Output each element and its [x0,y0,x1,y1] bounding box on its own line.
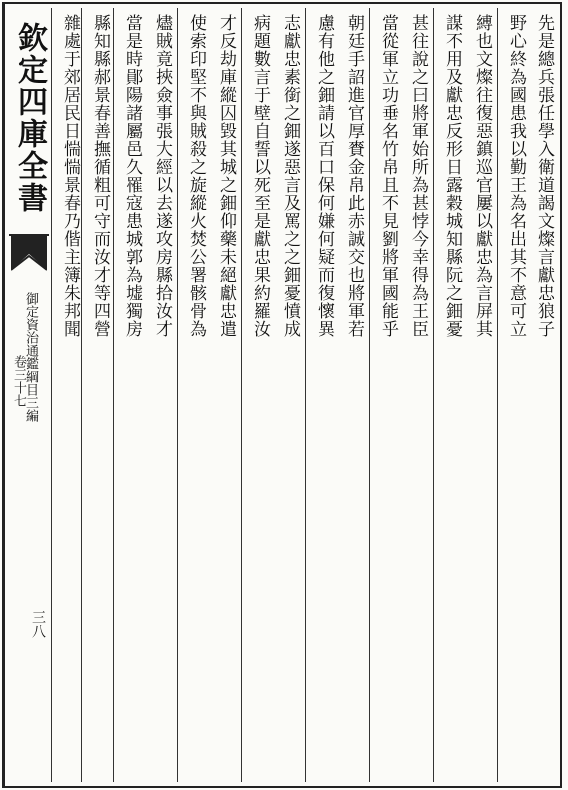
volume-label: 卷三十七 [11,355,26,407]
text-column: 謀不用及獻忠反形日露穀城知縣阮之鈿憂 [442,14,462,338]
text-column: 燼賊竟挾僉事張大經以去遂攻房縣拾汝才 [152,14,172,338]
imperial-book-title: 御定資治通鑑綱目三編 [23,292,38,422]
margin-column [9,10,49,780]
column-rule [305,8,306,782]
text-column: 病題數言于壁自誓以死至是獻忠果約羅汝 [250,14,270,338]
page-frame [2,2,562,788]
text-column: 縛也文燦往復惡鎮巡官屢以獻忠為言屏其 [472,14,492,338]
column-rule [497,8,498,782]
leaf-number: 三八 [30,610,46,638]
column-rule [177,8,178,782]
text-column: 先是總兵張任學入衛道謁文燦言獻忠狼子 [534,14,554,338]
text-column: 慮有他之鈿請以百口保何嫌何疑而復懷異 [314,14,334,338]
text-column: 志獻忠素銜之鈿遂惡言及罵之之鈿憂憤成 [280,14,300,338]
text-column: 當從軍立功垂名竹帛且不見劉將軍國能乎 [378,14,398,338]
collection-title: 欽定四庫全書 [12,22,47,214]
text-column: 野心終為國患我以勤王為名出其不意可立 [506,14,526,338]
column-rule [433,8,434,782]
column-rule [241,8,242,782]
fishtail-ornament [11,236,47,272]
text-column: 才反劫庫縱囚毀其城之鈿仰藥未絕獻忠遣 [216,14,236,338]
text-column: 甚往說之曰將軍始所為甚悖今幸得為王臣 [408,14,428,338]
text-column: 雜處于郊居民日惴惴景春乃偕主簿朱邦聞 [60,14,80,338]
text-column: 當是時鄖陽諸屬邑久罹寇患城郭為墟獨房 [122,14,142,338]
column-rule [51,8,52,782]
text-column: 朝廷手詔進官厚賚金帛此赤誠交也將軍若 [344,14,364,338]
title-box [9,12,49,236]
text-column: 縣知縣郝景春善撫循粗可守而汝才等四營 [90,14,110,338]
column-rule [369,8,370,782]
text-column: 使索印堅不與賊殺之旋縱火焚公署骸骨為 [186,14,206,338]
